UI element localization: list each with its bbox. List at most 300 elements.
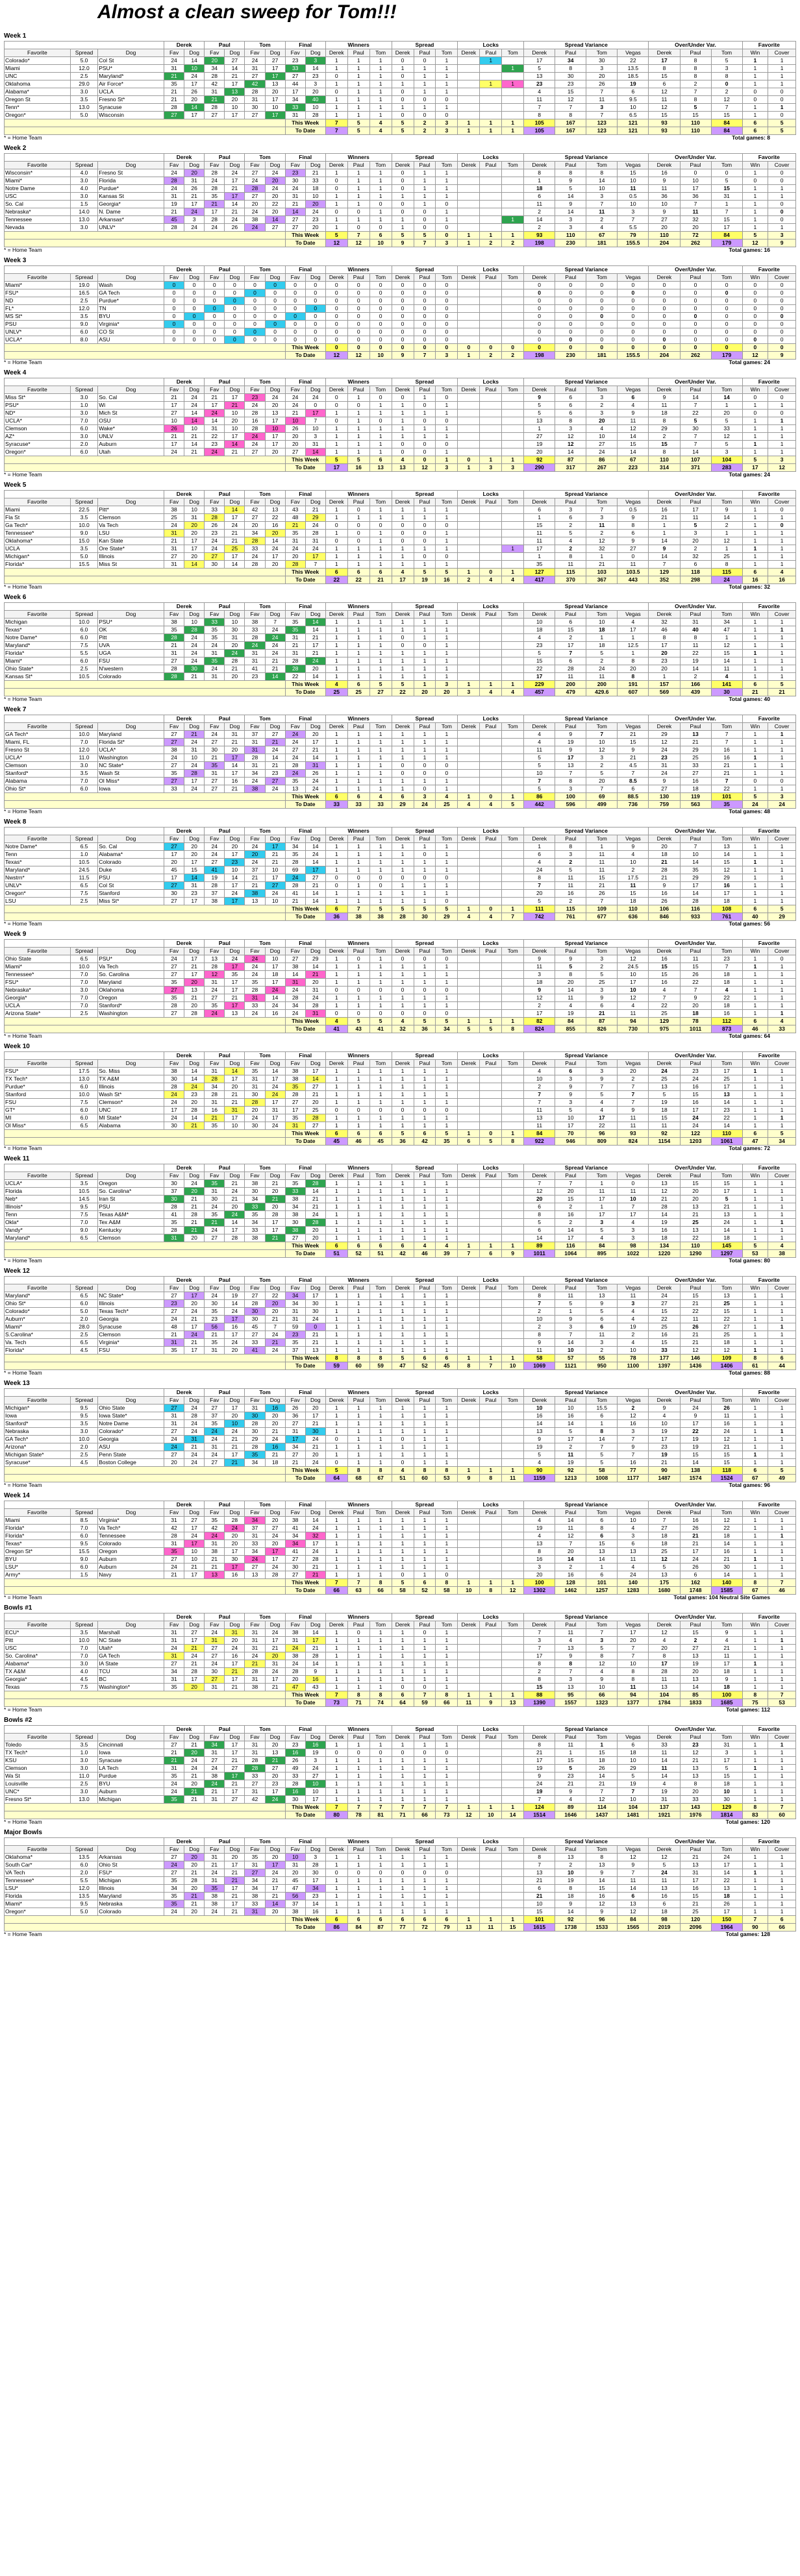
game-cell: 38 <box>245 1684 265 1691</box>
week-table <box>4 1276 796 1370</box>
game-cell <box>502 1091 524 1099</box>
game-cell: 1 <box>436 80 458 88</box>
game-cell: 32 <box>305 1532 325 1540</box>
game-cell: 27 <box>245 193 265 201</box>
to-date-row <box>5 127 796 135</box>
game-cell: 0 <box>325 305 347 313</box>
game-row <box>5 955 796 963</box>
game-cell: UCLA <box>98 88 164 96</box>
game-cell: 24 <box>285 739 305 746</box>
totals-cell: 5 <box>742 456 768 464</box>
game-cell: 24 <box>184 1459 205 1467</box>
game-cell: 1 <box>325 785 347 793</box>
game-cell <box>480 1459 502 1467</box>
game-cell: 0 <box>436 1107 458 1114</box>
game-cell: 24 <box>184 1308 205 1316</box>
game-cell <box>502 1227 524 1234</box>
game-cell: 17 <box>285 88 305 96</box>
column-header-cell: Dog <box>184 49 205 57</box>
game-cell <box>502 1196 524 1203</box>
column-header-cell: Fav <box>245 611 265 619</box>
column-header-cell: Dog <box>305 386 325 394</box>
game-cell: 1 <box>347 1122 369 1130</box>
game-cell: 1 <box>369 545 392 553</box>
totals-cell: 94 <box>618 1018 649 1025</box>
game-cell: 10 <box>265 898 285 905</box>
game-cell: 0 <box>768 289 796 297</box>
game-cell: 33 <box>680 762 711 770</box>
totals-cell: 2 <box>414 127 436 135</box>
game-cell: 3 <box>586 955 618 963</box>
column-header-cell: Fav <box>205 1621 225 1629</box>
column-header-cell: Dog <box>225 498 245 506</box>
game-cell: 34 <box>285 1203 305 1211</box>
game-cell: 24 <box>205 545 225 553</box>
game-cell: 11 <box>524 963 555 971</box>
game-cell: 20 <box>555 1188 586 1196</box>
game-cell: 10.5 <box>70 673 97 681</box>
game-cell: 22.5 <box>70 506 97 514</box>
game-cell: 1 <box>436 851 458 859</box>
totals-cell: 45 <box>369 1138 392 1146</box>
game-cell: 1 <box>347 619 369 626</box>
game-cell: 20 <box>618 1637 649 1645</box>
game-cell: 10 <box>524 1075 555 1083</box>
game-cell: 0 <box>369 328 392 336</box>
column-header-cell: Dog <box>225 1060 245 1068</box>
game-cell: 3 <box>305 433 325 441</box>
game-cell: 11 <box>555 1525 586 1532</box>
game-cell: Oregon* <box>5 448 71 456</box>
game-cell: 1 <box>742 169 768 177</box>
column-header-cell: Spread <box>70 1284 97 1292</box>
game-cell: Oklahoma* <box>5 537 71 545</box>
game-cell: 21 <box>265 1645 285 1652</box>
game-cell: 1 <box>742 561 768 569</box>
totals-cell: 29 <box>436 913 458 921</box>
totals-cell: 5 <box>768 127 796 135</box>
column-header-cell: Favorite <box>5 723 71 731</box>
column-header-cell: Tom <box>502 162 524 169</box>
column-header-cell: Cover <box>768 835 796 843</box>
game-cell <box>480 1540 502 1548</box>
game-cell: 1 <box>392 1091 414 1099</box>
totals-cell: 78 <box>618 1355 649 1362</box>
totals-cell: 52 <box>347 1250 369 1258</box>
game-cell <box>480 522 502 530</box>
game-cell <box>480 537 502 545</box>
game-cell: 13.0 <box>70 1075 97 1083</box>
game-cell: 11 <box>524 530 555 537</box>
totals-cell: 146 <box>680 1355 711 1362</box>
game-cell <box>458 417 480 425</box>
game-cell <box>480 185 502 193</box>
week-table <box>4 1501 796 1595</box>
group-header-cell: Paul <box>205 715 245 723</box>
game-cell: 4 <box>524 1068 555 1075</box>
game-cell: 15 <box>618 739 649 746</box>
game-cell: 1 <box>325 514 347 522</box>
game-cell: 1 <box>369 1180 392 1188</box>
column-header-cell: Spread <box>70 1397 97 1405</box>
game-row <box>5 1114 796 1122</box>
game-cell: 7 <box>524 882 555 890</box>
game-cell <box>480 216 502 224</box>
totals-label: To Date <box>285 1587 325 1595</box>
game-cell: 25 <box>649 1010 680 1018</box>
game-cell: 9 <box>586 1075 618 1083</box>
game-cell: 17 <box>305 1292 325 1300</box>
column-header-cell: Derek <box>458 1172 480 1180</box>
game-cell: 1 <box>502 216 524 224</box>
game-cell: 9 <box>711 1629 742 1637</box>
to-date-row <box>5 464 796 472</box>
game-cell <box>502 1443 524 1451</box>
game-cell <box>502 1099 524 1107</box>
totals-cell: 27 <box>369 689 392 696</box>
game-cell <box>458 1188 480 1196</box>
game-cell <box>502 193 524 201</box>
totals-cell: 73 <box>325 1699 347 1707</box>
game-cell: 8 <box>555 971 586 979</box>
totals-label-cell <box>5 1242 286 1250</box>
game-cell: 1 <box>414 739 436 746</box>
game-cell: 1 <box>414 979 436 987</box>
column-header-cell: Derek <box>458 274 480 282</box>
game-cell: 12 <box>586 746 618 754</box>
game-cell: 1 <box>347 1347 369 1355</box>
column-header-row <box>5 723 796 731</box>
game-cell: 1 <box>742 1227 768 1234</box>
week-table <box>4 265 796 360</box>
game-cell: 1 <box>347 177 369 185</box>
column-header-cell: Paul <box>480 1621 502 1629</box>
game-cell: NC State* <box>98 1292 164 1300</box>
game-cell: 27 <box>680 770 711 778</box>
game-cell: 1 <box>347 1548 369 1556</box>
game-cell: 8 <box>680 57 711 65</box>
game-cell: 2 <box>680 80 711 88</box>
game-cell: 28 <box>305 1556 325 1564</box>
game-cell <box>458 619 480 626</box>
game-cell: 1 <box>524 514 555 522</box>
totals-cell: 1 <box>458 127 480 135</box>
this-week-row <box>5 1130 796 1138</box>
game-cell: 1 <box>347 650 369 657</box>
game-cell: 17 <box>225 394 245 402</box>
totals-cell: 110 <box>680 1242 711 1250</box>
game-cell: 13 <box>225 88 245 96</box>
game-cell: 7.0 <box>70 1652 97 1660</box>
game-cell: 7 <box>555 1331 586 1339</box>
game-cell: 35 <box>205 626 225 634</box>
game-cell: 1 <box>742 448 768 456</box>
column-header-cell: Tom <box>586 948 618 955</box>
column-header-cell: Spread <box>70 386 97 394</box>
group-header-cell: Over/Under Var. <box>649 1052 742 1060</box>
column-header-cell: Derek <box>325 1397 347 1405</box>
column-header-cell: Derek <box>649 1397 680 1405</box>
game-cell: 1 <box>414 1339 436 1347</box>
game-cell: 28 <box>205 1075 225 1083</box>
game-cell: 1 <box>347 1412 369 1420</box>
totals-cell: 846 <box>649 913 680 921</box>
column-header-cell: Paul <box>414 1172 436 1180</box>
game-cell: 1 <box>436 1075 458 1083</box>
game-cell: 1 <box>369 650 392 657</box>
game-cell: 6.5 <box>618 112 649 119</box>
game-cell: 48 <box>164 1323 184 1331</box>
game-cell: 20 <box>265 530 285 537</box>
game-cell <box>458 979 480 987</box>
totals-cell: 1 <box>502 569 524 576</box>
game-cell: 17.5 <box>618 874 649 882</box>
game-cell: 1 <box>436 1660 458 1668</box>
game-cell: 31 <box>245 657 265 665</box>
game-cell: 14 <box>305 963 325 971</box>
column-header-cell: Paul <box>347 386 369 394</box>
game-cell: Miss St* <box>98 898 164 905</box>
game-cell <box>458 1459 480 1467</box>
game-cell: 21 <box>265 739 285 746</box>
game-cell: 11.0 <box>70 754 97 762</box>
game-cell <box>480 1436 502 1443</box>
game-cell: 17 <box>285 1107 305 1114</box>
game-cell: 0 <box>205 305 225 313</box>
totals-cell: 9 <box>480 1699 502 1707</box>
game-cell: NC State* <box>98 762 164 770</box>
game-cell: 17 <box>184 80 205 88</box>
totals-cell: 8 <box>369 1467 392 1475</box>
game-cell: Ore State* <box>98 545 164 553</box>
column-header-cell: Dog <box>225 948 245 955</box>
game-cell: 30 <box>555 73 586 80</box>
game-cell: 15 <box>586 874 618 882</box>
game-cell <box>502 1339 524 1347</box>
game-cell: 0 <box>325 537 347 545</box>
totals-cell: 975 <box>649 1025 680 1033</box>
totals-cell: 9 <box>502 1250 524 1258</box>
game-cell: 11 <box>586 1188 618 1196</box>
game-cell: 18 <box>265 1459 285 1467</box>
game-cell: 28 <box>164 634 184 642</box>
totals-cell: 6 <box>369 569 392 576</box>
game-cell <box>458 1180 480 1188</box>
game-cell: Wash St* <box>98 1091 164 1099</box>
totals-cell: 1 <box>502 127 524 135</box>
column-header-cell: Dog <box>98 49 164 57</box>
game-cell: GA Tech* <box>5 1436 71 1443</box>
game-cell: 38 <box>285 1196 305 1203</box>
game-row <box>5 1660 796 1668</box>
game-cell: 19 <box>649 1428 680 1436</box>
game-cell: 13 <box>711 843 742 851</box>
game-cell <box>480 433 502 441</box>
game-cell: 14 <box>555 1420 586 1428</box>
game-cell: 30 <box>225 1556 245 1564</box>
game-cell: 18 <box>265 971 285 979</box>
game-cell: 1 <box>768 1010 796 1018</box>
totals-cell: 1061 <box>711 1138 742 1146</box>
game-cell <box>458 1114 480 1122</box>
game-cell: 21 <box>205 754 225 762</box>
game-cell: 1 <box>414 1451 436 1459</box>
game-cell: 15 <box>649 963 680 971</box>
game-cell: Colorado <box>98 673 164 681</box>
game-cell: 1 <box>414 1316 436 1323</box>
totals-cell: 6 <box>742 1467 768 1475</box>
totals-cell: 84 <box>524 1130 555 1138</box>
game-cell: 1 <box>392 746 414 754</box>
column-header-cell: Fav <box>245 162 265 169</box>
game-cell: Okla* <box>5 1219 71 1227</box>
game-cell <box>502 112 524 119</box>
game-cell: 16 <box>555 1211 586 1219</box>
totals-cell: 0 <box>586 344 618 352</box>
totals-cell: 8 <box>369 1355 392 1362</box>
column-header-cell: Fav <box>205 611 225 619</box>
game-cell: 0 <box>618 282 649 289</box>
column-header-cell: Derek <box>649 1621 680 1629</box>
game-cell: 1 <box>436 778 458 785</box>
game-cell: 1 <box>742 530 768 537</box>
game-cell: 5 <box>555 1107 586 1114</box>
game-cell: 28 <box>245 987 265 994</box>
game-cell: Texas <box>5 1684 71 1691</box>
game-cell: 1 <box>325 1532 347 1540</box>
game-cell: 1 <box>369 1436 392 1443</box>
totals-cell: 22 <box>325 576 347 584</box>
totals-cell: 0 <box>524 344 555 352</box>
game-cell: 4.0 <box>70 169 97 177</box>
game-cell: 17 <box>225 1002 245 1010</box>
game-cell: 27 <box>205 1234 225 1242</box>
game-cell: 22 <box>649 1316 680 1323</box>
game-cell: 17 <box>618 979 649 987</box>
game-cell: 14 <box>649 537 680 545</box>
game-cell <box>458 425 480 433</box>
totals-cell: 6 <box>325 793 347 801</box>
game-cell: 29 <box>305 514 325 522</box>
game-cell <box>458 1548 480 1556</box>
column-header-cell: Dog <box>225 1621 245 1629</box>
game-cell: 20 <box>265 1412 285 1420</box>
game-cell: 0 <box>325 1010 347 1018</box>
game-cell: Stanford* <box>5 1420 71 1428</box>
game-cell: 38 <box>245 619 265 626</box>
totals-cell: 67 <box>586 232 618 239</box>
game-cell <box>458 1684 480 1691</box>
game-cell: 24 <box>164 1443 184 1451</box>
game-cell: 1 <box>369 88 392 96</box>
game-cell: 24 <box>184 1083 205 1091</box>
game-cell: 27 <box>285 216 305 224</box>
game-cell: 37 <box>245 866 265 874</box>
game-cell <box>480 305 502 313</box>
game-cell: Utah* <box>98 1645 164 1652</box>
game-cell: 29 <box>649 731 680 739</box>
game-cell: 10.0 <box>70 1091 97 1099</box>
game-cell: 2 <box>524 224 555 232</box>
game-cell: 0 <box>392 88 414 96</box>
game-cell: 1 <box>742 208 768 216</box>
column-header-cell: Paul <box>347 49 369 57</box>
game-cell: 1 <box>711 201 742 208</box>
totals-cell: 87 <box>555 456 586 464</box>
totals-cell: 5 <box>369 1018 392 1025</box>
game-cell: 1 <box>742 80 768 88</box>
column-header-cell: Vegas <box>618 1284 649 1292</box>
totals-cell: 1 <box>414 681 436 689</box>
game-cell: 13 <box>524 73 555 80</box>
game-cell: 17 <box>265 112 285 119</box>
totals-cell: 1487 <box>649 1475 680 1482</box>
game-cell: 1 <box>369 1331 392 1339</box>
game-cell: 1 <box>436 634 458 642</box>
game-cell: 1 <box>436 866 458 874</box>
game-cell: Auburn <box>98 1556 164 1564</box>
game-cell: 31 <box>245 746 265 754</box>
column-header-cell: Win <box>742 723 768 731</box>
game-cell: 1 <box>325 1629 347 1637</box>
game-cell: 27 <box>285 1571 305 1579</box>
column-header-cell: Derek <box>458 1509 480 1517</box>
game-cell: Colorado* <box>5 1308 71 1316</box>
column-header-cell: Dog <box>225 611 245 619</box>
column-header-cell: Derek <box>392 948 414 955</box>
game-cell: 1 <box>392 1645 414 1652</box>
game-cell <box>458 313 480 321</box>
game-cell: 27 <box>305 874 325 882</box>
game-cell: Kentucky <box>98 1227 164 1234</box>
column-header-cell: Dog <box>98 162 164 169</box>
game-cell: 0 <box>347 313 369 321</box>
game-cell: 17 <box>649 1436 680 1443</box>
game-cell: 0 <box>245 336 265 344</box>
game-cell: 21 <box>164 96 184 104</box>
game-cell: 24 <box>184 642 205 650</box>
week-table <box>4 41 796 135</box>
game-cell: 28 <box>184 626 205 634</box>
game-cell: 0 <box>414 57 436 65</box>
game-cell: 35 <box>245 1068 265 1075</box>
game-cell: 21 <box>711 770 742 778</box>
game-cell: 15 <box>680 1451 711 1459</box>
game-cell: 1 <box>392 1564 414 1571</box>
game-cell <box>458 402 480 410</box>
game-cell: 0 <box>649 321 680 328</box>
totals-cell: 8 <box>347 1691 369 1699</box>
game-cell: 18 <box>680 785 711 793</box>
game-cell: 1 <box>347 1292 369 1300</box>
game-cell <box>502 874 524 882</box>
game-cell: 17 <box>225 1741 245 1749</box>
game-cell: 1 <box>768 1420 796 1428</box>
game-cell: 21 <box>680 1339 711 1347</box>
game-cell: 1 <box>768 619 796 626</box>
game-cell: 16 <box>649 1227 680 1234</box>
game-cell: 1 <box>768 1234 796 1242</box>
game-cell: 10 <box>225 104 245 112</box>
totals-cell: 0 <box>347 344 369 352</box>
game-cell: 14 <box>305 843 325 851</box>
game-cell: 21 <box>225 402 245 410</box>
game-cell: 19 <box>555 739 586 746</box>
totals-cell: 8 <box>347 1467 369 1475</box>
totals-cell: 78 <box>680 1018 711 1025</box>
game-cell: 25 <box>586 979 618 987</box>
game-cell: 0 <box>618 313 649 321</box>
